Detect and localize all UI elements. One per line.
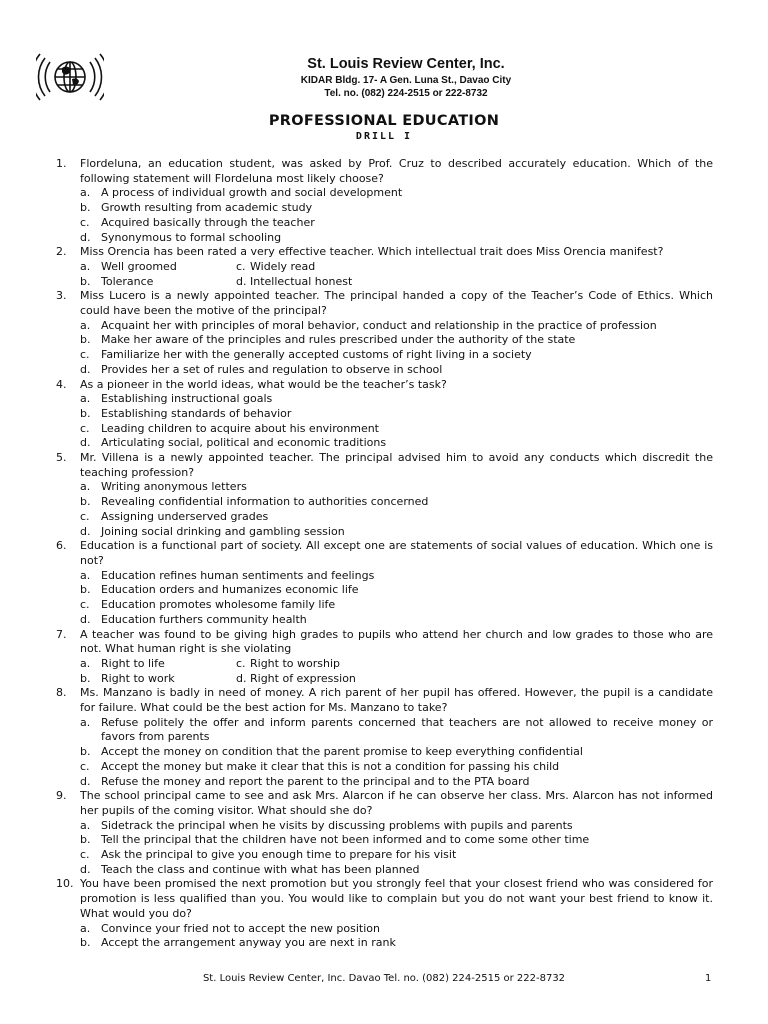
option-text: Provides her a set of rules and regulation to observe in school	[101, 362, 443, 376]
option-letter: c.	[80, 215, 90, 229]
option-item	[0, 922, 768, 937]
option-text: Education promotes wholesome family life	[101, 598, 336, 612]
option-text: Acquaint her with principles of moral behavior, conduct and relationship in the practice of profession	[101, 318, 657, 332]
option-text: Intellectual honest	[250, 274, 353, 288]
question-item	[0, 289, 768, 318]
option-text: Tolerance	[101, 274, 154, 288]
option-text: Assigning underserved grades	[101, 509, 269, 523]
option-item	[236, 672, 356, 687]
question-item	[0, 686, 768, 715]
option-letter: c.	[80, 598, 90, 612]
option-item	[0, 510, 768, 525]
option-letter: c.	[236, 656, 246, 670]
org-name: St. Louis Review Center, Inc.	[307, 56, 505, 72]
question-item	[0, 539, 768, 568]
option-letter: a.	[80, 480, 91, 494]
option-item	[0, 363, 768, 378]
question-number: 7.	[56, 627, 67, 641]
option-item	[0, 613, 768, 628]
option-letter: c.	[80, 348, 90, 362]
option-letter: b.	[80, 833, 91, 847]
option-text: Ask the principal to give you enough time to prepare for his visit	[101, 848, 457, 862]
option-item	[0, 569, 768, 584]
option-letter: b.	[80, 406, 91, 420]
page-number: 1	[705, 973, 712, 984]
question-text: Miss Lucero is a newly appointed teacher. The principal handed a copy of the Teacher’s Code of Ethics. Which could have been the motive of the principal?	[80, 289, 713, 318]
option-text: Synonymous to formal schooling	[101, 230, 282, 244]
option-letter: d.	[236, 274, 247, 288]
option-text: Writing anonymous letters	[101, 480, 247, 494]
option-text: Refuse the money and report the parent to the principal and to the PTA board	[101, 774, 530, 788]
option-letter: d.	[80, 230, 91, 244]
option-item	[236, 260, 315, 275]
option-letter: a.	[80, 715, 91, 729]
question-number: 6.	[56, 539, 67, 553]
option-letter: d.	[80, 524, 91, 538]
option-letter: a.	[80, 318, 91, 332]
option-row	[0, 672, 768, 687]
option-item	[0, 863, 768, 878]
option-item	[0, 480, 768, 495]
option-letter: d.	[80, 362, 91, 376]
option-item	[0, 833, 768, 848]
question-number: 9.	[56, 789, 67, 803]
question-item	[0, 245, 768, 260]
option-item	[0, 422, 768, 437]
option-text: Widely read	[250, 259, 316, 273]
option-text: Accept the money on condition that the parent promise to keep everything confidential	[101, 745, 583, 759]
option-letter: b.	[80, 936, 91, 950]
option-item	[0, 775, 768, 790]
option-letter: a.	[80, 392, 91, 406]
option-text: Right to life	[101, 656, 165, 670]
option-text: Articulating social, political and economic traditions	[101, 436, 387, 450]
option-letter: b.	[80, 495, 91, 509]
option-text: Right to worship	[250, 656, 340, 670]
option-item	[80, 260, 236, 275]
option-letter: a.	[80, 186, 91, 200]
question-text: A teacher was found to be giving high grades to pupils who attend her church and low grades to those who are not. What human right is she violating	[80, 627, 713, 656]
question-item	[0, 157, 768, 186]
question-item	[0, 789, 768, 818]
option-text: Accept the money but make it clear that this is not a condition for passing his child	[101, 759, 560, 773]
question-number: 2.	[56, 245, 67, 259]
question-item	[0, 378, 768, 393]
option-letter: d.	[80, 612, 91, 626]
question-text: Ms. Manzano is badly in need of money. A rich parent of her pupil has offered. However, the pupil is a candidate for failure. What could be the best action for Ms. Manzano to take?	[80, 686, 713, 715]
question-number: 1.	[56, 157, 67, 170]
option-item	[0, 392, 768, 407]
option-letter: b.	[80, 274, 91, 288]
option-item	[0, 583, 768, 598]
question-number: 3.	[56, 289, 67, 303]
option-item	[0, 201, 768, 216]
option-text: Well groomed	[101, 259, 177, 273]
option-letter: b.	[80, 671, 91, 685]
option-item	[80, 275, 236, 290]
option-item	[0, 598, 768, 613]
question-number: 5.	[56, 451, 67, 465]
option-letter: c.	[80, 759, 90, 773]
option-text: Growth resulting from academic study	[101, 201, 313, 215]
option-item	[0, 495, 768, 510]
option-text: Familiarize her with the generally accepted customs of right living in a society	[101, 348, 532, 362]
option-item	[80, 672, 236, 687]
option-letter: b.	[80, 201, 91, 215]
option-text: Tell the principal that the children have not been informed and to come some other time	[101, 833, 590, 847]
option-text: Establishing instructional goals	[101, 392, 273, 406]
option-letter: c.	[80, 848, 90, 862]
option-text: Education orders and humanizes economic life	[101, 583, 359, 597]
option-text: Acquired basically through the teacher	[101, 215, 315, 229]
question-item	[0, 877, 768, 921]
option-text: Convince your fried not to accept the new position	[101, 921, 380, 935]
option-item	[0, 760, 768, 775]
question-text: Education is a functional part of society. All except one are statements of social values of education. Which one is not?	[80, 539, 713, 567]
org-telephone: Tel. no. (082) 224-2515 or 222-8732	[324, 88, 488, 99]
org-address: KIDAR Bldg. 17- A Gen. Luna St., Davao City	[300, 75, 512, 86]
option-item	[0, 436, 768, 451]
option-letter: a.	[80, 259, 91, 273]
option-text: A process of individual growth and social development	[101, 186, 403, 200]
option-letter: c.	[80, 421, 90, 435]
option-text: Establishing standards of behavior	[101, 406, 292, 420]
option-item	[0, 186, 768, 201]
option-letter: c.	[80, 509, 90, 523]
option-text: Revealing confidential information to authorities concerned	[101, 495, 429, 509]
option-letter: a.	[80, 656, 91, 670]
option-text: Joining social drinking and gambling session	[101, 524, 345, 538]
option-text: Leading children to acquire about his environment	[101, 421, 379, 435]
question-text: Flordeluna, an education student, was asked by Prof. Cruz to described accurately education. Which of the following statement will Flordeluna most likely choose?	[80, 157, 713, 185]
question-item	[0, 628, 768, 657]
option-text: Make her aware of the principles and rules prescribed under the authority of the state	[101, 333, 576, 347]
option-item	[0, 407, 768, 422]
option-item	[0, 348, 768, 363]
option-letter: d.	[236, 671, 247, 685]
option-letter: b.	[80, 583, 91, 597]
option-item	[0, 525, 768, 540]
option-text: Right of expression	[250, 671, 356, 685]
option-text: Education furthers community health	[101, 612, 307, 626]
option-item	[0, 936, 768, 951]
option-item	[0, 819, 768, 834]
option-letter: a.	[80, 568, 91, 582]
option-text: Refuse politely the offer and inform parents concerned that teachers are not allowed to receive money or favors from parents	[101, 715, 713, 744]
option-item	[236, 275, 352, 290]
option-text: Right to work	[101, 671, 175, 685]
subject-title: PROFESSIONAL EDUCATION	[268, 113, 500, 129]
option-letter: d.	[80, 436, 91, 450]
option-letter: d.	[80, 862, 91, 876]
option-item	[0, 745, 768, 760]
question-number: 10.	[56, 877, 74, 891]
option-letter: c.	[236, 259, 246, 273]
option-letter: b.	[80, 745, 91, 759]
drill-title: DRILL I	[355, 131, 413, 142]
option-item	[0, 333, 768, 348]
option-item	[236, 657, 340, 672]
option-item	[80, 657, 236, 672]
question-number: 4.	[56, 377, 67, 391]
question-text: Miss Orencia has been rated a very effective teacher. Which intellectual trait does Miss Orencia manifest?	[80, 245, 664, 259]
option-text: Education refines human sentiments and feelings	[101, 568, 375, 582]
question-list	[0, 157, 768, 951]
option-letter: a.	[80, 921, 91, 935]
footer-text: St. Louis Review Center, Inc. Davao Tel. no. (082) 224-2515 or 222-8732	[202, 973, 566, 984]
option-item	[0, 319, 768, 334]
option-item	[0, 848, 768, 863]
option-text: Teach the class and continue with what has been planned	[101, 862, 420, 876]
option-letter: d.	[80, 774, 91, 788]
option-letter: b.	[80, 333, 91, 347]
option-text: Sidetrack the principal when he visits by discussing problems with pupils and parents	[101, 818, 573, 832]
option-item	[0, 231, 768, 246]
question-text: The school principal came to see and ask Mrs. Alarcon if he can observe her class. Mrs. Alarcon has not informed her pupils of the coming visitor. What should she do?	[80, 789, 713, 817]
option-item	[0, 216, 768, 231]
question-item	[0, 451, 768, 480]
option-item	[0, 716, 768, 745]
question-text: You have been promised the next promotion but you strongly feel that your closest friend who was considered for promotion is less qualified than you. You would like to complain but you do not want your best friend to know it. What would you do?	[80, 877, 713, 920]
option-letter: a.	[80, 818, 91, 832]
option-row	[0, 657, 768, 672]
question-text: Mr. Villena is a newly appointed teacher. The principal advised him to avoid any conducts which discredit the teaching profession?	[80, 451, 713, 479]
option-row	[0, 275, 768, 290]
option-text: Accept the arrangement anyway you are next in rank	[101, 936, 396, 950]
option-row	[0, 260, 768, 275]
question-number: 8.	[56, 686, 67, 700]
question-text: As a pioneer in the world ideas, what would be the teacher’s task?	[80, 377, 447, 391]
